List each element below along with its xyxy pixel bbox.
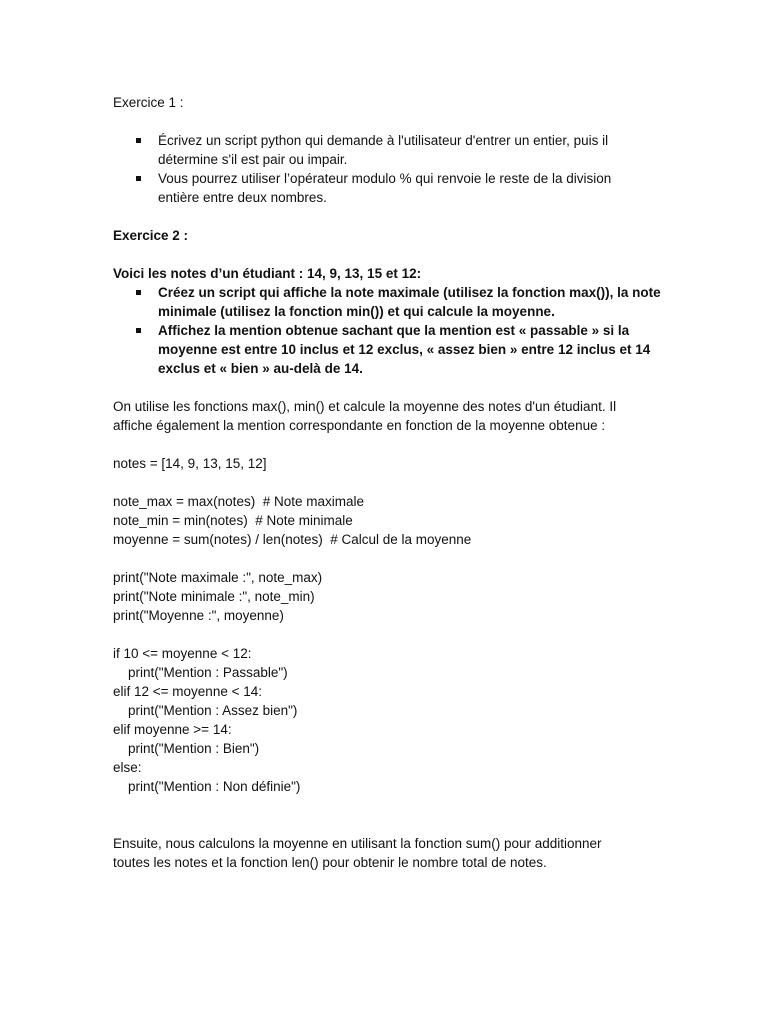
code-line: print("Mention : Passable")	[113, 665, 288, 680]
exercise-2-title: Exercice 2 :	[113, 228, 189, 243]
list-item: Écrivez un script python qui demande à l'utilisateur d'entrer un entier, puis il détermine s'il est pair ou impair.	[113, 131, 653, 169]
exercise-2-intro: Voici les notes d’un étudiant : 14, 9, 13, 15 et 12:	[113, 266, 422, 281]
exercise-1-title: Exercice 1 :	[113, 95, 184, 110]
code-line: print("Note minimale :", note_min)	[113, 589, 315, 604]
conclusion-line: Ensuite, nous calculons la moyenne en utilisant la fonction sum() pour additionner	[113, 836, 602, 851]
exercise-1-bullet-list	[113, 131, 653, 207]
exercise-2-bullet-list	[113, 283, 661, 378]
code-line: elif 12 <= moyenne < 14:	[113, 684, 262, 699]
square-bullet-icon	[136, 176, 141, 181]
code-line: notes = [14, 9, 13, 15, 12]	[113, 456, 267, 471]
explanation-line: affiche également la mention correspondante en fonction de la moyenne obtenue :	[113, 418, 606, 433]
explanation-line: On utilise les fonctions max(), min() et calcule la moyenne des notes d'un étudiant. Il	[113, 399, 617, 414]
code-line: note_max = max(notes) # Note maximale	[113, 494, 364, 509]
code-line: print("Note maximale :", note_max)	[113, 570, 323, 585]
list-item: Affichez la mention obtenue sachant que la mention est « passable » si la moyenne est entre 10 inclus et 12 exclus, « assez bien » entre 12 inclus et 14 exclus et « bien » au-delà de 14.	[113, 321, 653, 378]
list-item: Vous pourrez utiliser l’opérateur modulo % qui renvoie le reste de la division entière entre deux nombres.	[113, 169, 653, 207]
code-line: print("Mention : Non définie")	[113, 779, 301, 794]
square-bullet-icon	[136, 290, 141, 295]
code-line: print("Moyenne :", moyenne)	[113, 608, 284, 623]
square-bullet-icon	[136, 328, 141, 333]
conclusion-line: toutes les notes et la fonction len() pour obtenir le nombre total de notes.	[113, 855, 547, 870]
code-line: print("Mention : Assez bien")	[113, 703, 298, 718]
code-line: elif moyenne >= 14:	[113, 722, 232, 737]
square-bullet-icon	[136, 138, 141, 143]
code-block	[113, 454, 653, 796]
list-item: Créez un script qui affiche la note maximale (utilisez la fonction max()), la note minimale (utilisez la fonction min()) et qui calcule la moyenne.	[113, 283, 653, 321]
code-line: moyenne = sum(notes) / len(notes) # Calcul de la moyenne	[113, 532, 472, 547]
code-line: print("Mention : Bien")	[113, 741, 260, 756]
code-line: else:	[113, 760, 142, 775]
document-body	[113, 93, 661, 872]
code-line: note_min = min(notes) # Note minimale	[113, 513, 353, 528]
code-line: if 10 <= moyenne < 12:	[113, 646, 252, 661]
